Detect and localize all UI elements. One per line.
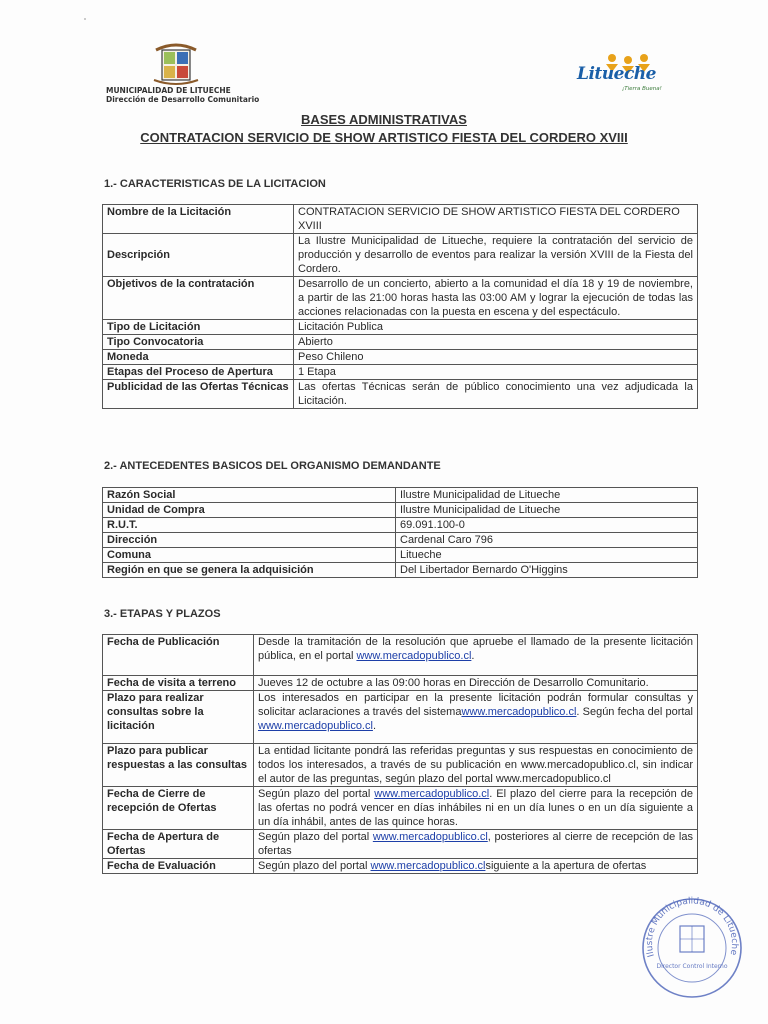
table-row bbox=[103, 380, 698, 409]
table-row bbox=[103, 335, 698, 350]
row-value-text: . bbox=[372, 720, 376, 732]
row-value: Del Libertador Bernardo O'Higgins bbox=[396, 563, 698, 578]
table-row bbox=[103, 234, 698, 277]
row-value: 69.091.100-0 bbox=[396, 518, 698, 533]
table-row bbox=[103, 488, 698, 503]
licitation-characteristics-table bbox=[102, 204, 698, 409]
table-row bbox=[103, 691, 698, 744]
row-label: Objetivos de la contratación bbox=[103, 277, 294, 320]
row-label: Descripción bbox=[103, 234, 294, 277]
document-subtitle: CONTRATACION SERVICIO DE SHOW ARTISTICO FIESTA DEL CORDERO XVIII bbox=[140, 130, 628, 145]
row-label: Fecha de Evaluación bbox=[103, 859, 254, 874]
municipality-coat-of-arms bbox=[150, 40, 202, 86]
row-value: Peso Chileno bbox=[294, 350, 698, 365]
row-label: Tipo de Licitación bbox=[103, 320, 294, 335]
mercadopublico-link[interactable]: www.mercadopublico.cl bbox=[461, 706, 577, 718]
stamp-ring-text: Ilustre Municipalidad de Litueche bbox=[644, 896, 740, 959]
row-label: Fecha de visita a terreno bbox=[103, 676, 254, 691]
row-value: Licitación Publica bbox=[294, 320, 698, 335]
table-row bbox=[103, 548, 698, 563]
table-row bbox=[103, 676, 698, 691]
row-label: Plazo para publicar respuestas a las consultas bbox=[103, 744, 254, 787]
table-row bbox=[103, 744, 698, 787]
row-label: Nombre de la Licitación bbox=[103, 205, 294, 234]
table-row bbox=[103, 365, 698, 380]
table-row bbox=[103, 205, 698, 234]
section-2-heading: 2.- ANTECEDENTES BASICOS DEL ORGANISMO DEMANDANTE bbox=[104, 460, 441, 472]
table-row bbox=[103, 503, 698, 518]
table-row bbox=[103, 563, 698, 578]
row-value bbox=[254, 787, 698, 830]
table-row bbox=[103, 787, 698, 830]
row-value-text: . El plazo del cierre para la recepción de las ofertas no podrá vencer en días inhábiles ni en un día lunes o en un día siguiente a un día inhábil, antes de las quince horas. bbox=[258, 788, 693, 828]
row-value: Desarrollo de un concierto, abierto a la comunidad el día 18 y 19 de noviembre, a partir de las 21:00 horas hasta las 03:00 AM y lograr la ejecución de todas las acciones relacionadas con la puesta en escena y del espectáculo. bbox=[294, 277, 698, 320]
row-value-text: Desde la tramitación de la resolución que apruebe el llamado de la presente licitación pública, en el portal bbox=[258, 636, 693, 662]
table-row bbox=[103, 277, 698, 320]
row-label: Razón Social bbox=[103, 488, 396, 503]
row-value-text: Según plazo del portal bbox=[258, 788, 375, 800]
row-value bbox=[254, 635, 698, 676]
row-value: Ilustre Municipalidad de Litueche bbox=[396, 488, 698, 503]
row-value: Cardenal Caro 796 bbox=[396, 533, 698, 548]
row-label: Etapas del Proceso de Apertura bbox=[103, 365, 294, 380]
row-value-text: Según plazo del portal bbox=[258, 860, 371, 872]
mercadopublico-link[interactable]: www.mercadopublico.cl bbox=[370, 860, 486, 872]
stages-and-deadlines-table bbox=[102, 634, 698, 874]
table-row bbox=[103, 859, 698, 874]
row-value: Ilustre Municipalidad de Litueche bbox=[396, 503, 698, 518]
row-label: Región en que se genera la adquisición bbox=[103, 563, 396, 578]
row-value-text: . Según fecha del portal bbox=[576, 706, 693, 718]
row-value: CONTRATACION SERVICIO DE SHOW ARTISTICO FIESTA DEL CORDERO XVIII bbox=[294, 205, 698, 234]
row-label: Fecha de Cierre de recepción de Ofertas bbox=[103, 787, 254, 830]
row-value: Las ofertas Técnicas serán de público conocimiento una vez adjudicada la Licitación. bbox=[294, 380, 698, 409]
section-1-heading: 1.- CARACTERISTICAS DE LA LICITACION bbox=[104, 178, 326, 190]
document-title: BASES ADMINISTRATIVAS bbox=[301, 112, 467, 127]
table-row bbox=[103, 830, 698, 859]
mercadopublico-link[interactable]: www.mercadopublico.cl bbox=[258, 720, 373, 732]
row-value: La entidad licitante pondrá las referidas preguntas y sus respuestas en conocimiento de todos los interesados, a través de su publicación en www.mercadopublico.cl, sin indicar el autor de las preguntas, según plazo del portal www.mercadopublico.cl bbox=[254, 744, 698, 787]
row-value: La Ilustre Municipalidad de Litueche, requiere la contratación del servicio de producción y desarrollo de eventos para realizar la versión XVIII de la Fiesta del Cordero. bbox=[294, 234, 698, 277]
row-label: Comuna bbox=[103, 548, 396, 563]
table-row bbox=[103, 635, 698, 676]
municipality-header bbox=[106, 86, 259, 104]
table-row bbox=[103, 350, 698, 365]
row-value bbox=[254, 691, 698, 744]
mercadopublico-link[interactable]: www.mercadopublico.cl bbox=[356, 650, 472, 662]
row-label: Fecha de Publicación bbox=[103, 635, 254, 676]
row-value: Litueche bbox=[396, 548, 698, 563]
official-stamp bbox=[640, 896, 744, 1000]
mercadopublico-link[interactable]: www.mercadopublico.cl bbox=[372, 831, 488, 843]
scan-speck bbox=[84, 18, 86, 20]
row-label: Moneda bbox=[103, 350, 294, 365]
table-row bbox=[103, 518, 698, 533]
row-label: Dirección bbox=[103, 533, 396, 548]
table-row bbox=[103, 533, 698, 548]
organism-background-table bbox=[102, 487, 698, 578]
municipality-name: MUNICIPALIDAD DE LITUECHE bbox=[106, 86, 231, 95]
row-value-text: . bbox=[471, 650, 475, 662]
stamp-inner-text: Director Control Interno bbox=[656, 963, 728, 970]
row-value: Jueves 12 de octubre a las 09:00 horas en Dirección de Desarrollo Comunitario. bbox=[254, 676, 698, 691]
municipality-department: Dirección de Desarrollo Comunitario bbox=[106, 95, 260, 104]
row-value bbox=[254, 830, 698, 859]
row-label: Plazo para realizar consultas sobre la licitación bbox=[103, 691, 254, 744]
row-label: Publicidad de las Ofertas Técnicas bbox=[103, 380, 294, 409]
brand-wordmark: Litueche bbox=[577, 64, 656, 84]
row-value-text: Los interesados en participar en la presente licitación podrán formular consultas y solicitar aclaraciones a través del sistema bbox=[258, 692, 693, 718]
row-value: Abierto bbox=[294, 335, 698, 350]
brand-tagline: ¡Tierra Buena! bbox=[622, 86, 662, 92]
row-value-text: , posteriores al cierre de recepción de las ofertas bbox=[258, 831, 693, 857]
table-row bbox=[103, 320, 698, 335]
row-value-text: siguiente a la apertura de ofertas bbox=[485, 860, 647, 872]
section-3-heading: 3.- ETAPAS Y PLAZOS bbox=[104, 608, 221, 620]
mercadopublico-link[interactable]: www.mercadopublico.cl bbox=[374, 788, 490, 800]
row-value bbox=[254, 859, 698, 874]
row-label: R.U.T. bbox=[103, 518, 396, 533]
row-value-text: Según plazo del portal bbox=[258, 831, 373, 843]
row-label: Tipo Convocatoria bbox=[103, 335, 294, 350]
row-label: Unidad de Compra bbox=[103, 503, 396, 518]
row-value: 1 Etapa bbox=[294, 365, 698, 380]
row-label: Fecha de Apertura de Ofertas bbox=[103, 830, 254, 859]
